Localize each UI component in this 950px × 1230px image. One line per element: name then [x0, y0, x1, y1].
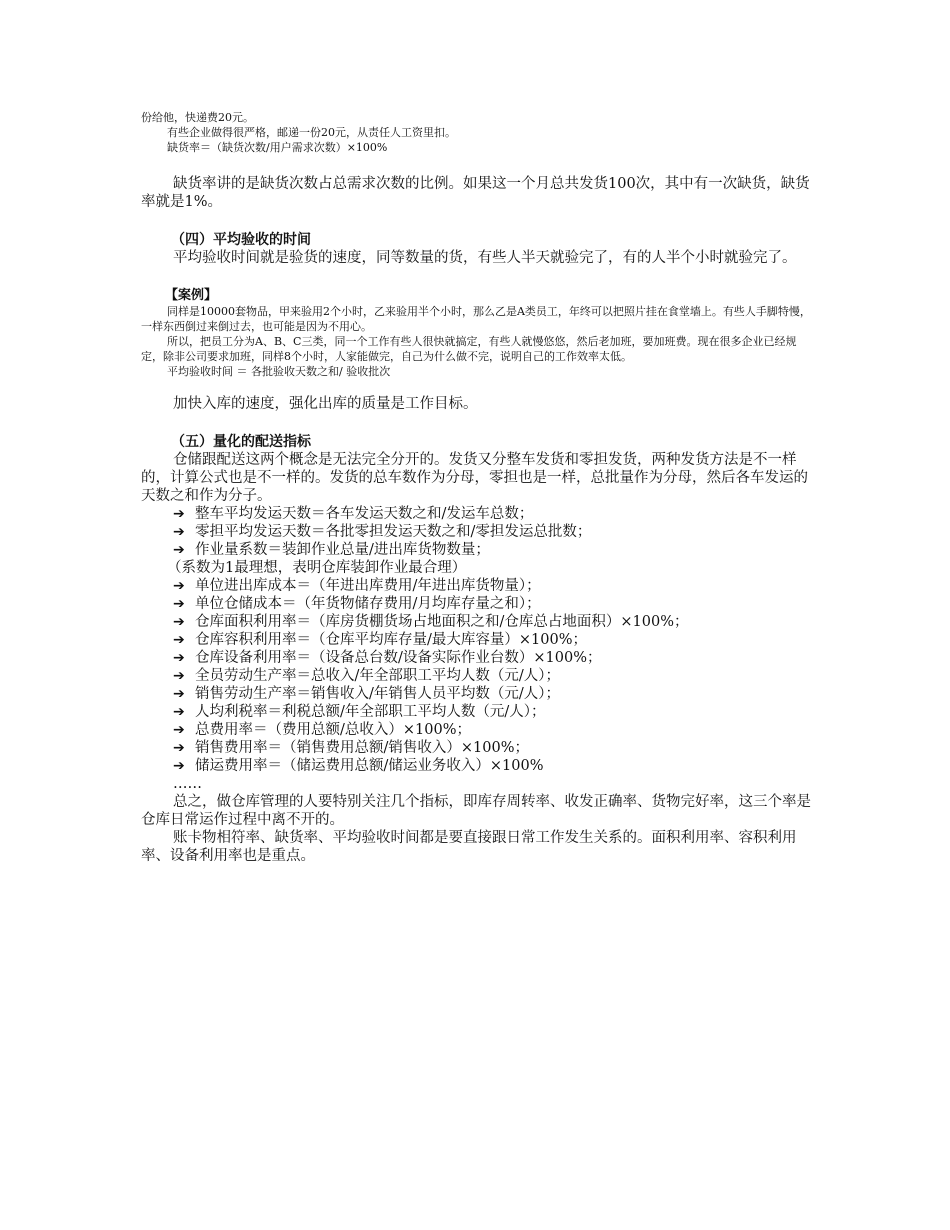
shortage-rate-explanation: 缺货率讲的是缺货次数占总需求次数的比例。如果这一个月总共发货100次，其中有一次缺货，缺货率就是1%。 [141, 176, 810, 210]
list-item: ➔ 单位仓储成本＝（年货物储存费用/月均库存量之和）； [173, 596, 541, 612]
shortage-rate-formula: 缺货率＝（缺货次数/用户需求次数）×100% [167, 141, 388, 154]
list-item: ➔ 作业量系数＝装卸作业总量/进出库货物数量； [173, 542, 490, 558]
indicator-list-b [141, 577, 813, 775]
summary-paragraph-1: 总之，做仓库管理的人要特别关注几个指标，即库存周转率、收发正确率、货物完好率，这三个率是仓库日常运作过程中离不开的。 [141, 794, 811, 828]
arrow-right-icon: ➔ [173, 686, 185, 702]
indicator-list-a [141, 505, 813, 559]
document-page [141, 110, 813, 865]
list-item: ➔ 销售费用率＝（销售费用总额/销售收入）×100%； [173, 740, 529, 756]
summary-paragraph-2: 账卡物相符率、缺货率、平均验收时间都是要直接跟日常工作发生关系的。面积利用率、容积利用率、设备利用率也是重点。 [141, 830, 797, 864]
arrow-right-icon: ➔ [173, 506, 185, 522]
list-item: ➔ 整车平均发运天数＝各车发运天数之和/发运车总数； [173, 506, 534, 522]
arrow-right-icon: ➔ [173, 722, 185, 738]
arrow-right-icon: ➔ [173, 668, 185, 684]
top-continuation-line: 份给他，快递费20元。 [141, 111, 254, 124]
arrow-right-icon: ➔ [173, 614, 185, 630]
list-item: ➔ 单位进出库成本＝（年进出库费用/年进出库货物量）； [173, 578, 541, 594]
list-item: ➔ 零担平均发运天数＝各批零担发运天数之和/零担发运总批数； [173, 524, 592, 540]
arrow-right-icon: ➔ [173, 758, 185, 774]
list-item: ➔ 总费用率＝（费用总额/总收入）×100%； [173, 722, 471, 738]
arrow-right-icon: ➔ [173, 740, 185, 756]
list-item: ➔ 储运费用率＝（储运费用总额/储运业务收入）×100% [173, 758, 544, 774]
strict-enterprise-note: 有些企业做得很严格，邮递一份20元，从责任人工资里扣。 [167, 126, 456, 139]
arrow-right-icon: ➔ [173, 578, 185, 594]
case-paragraph-2: 所以，把员工分为A、B、C三类，同一个工作有些人很快就搞定，有些人就慢悠悠，然后老加班，要加班费。现在很多企业已经规定，除非公司要求加班，同样8个小时，人家能做完，自己为什么做不完，说明自己的工作效率太低。 [141, 335, 797, 363]
list-item: ➔ 人均利税率＝利税总额/年全部职工平均人数（元/人）； [173, 704, 546, 720]
case-title: 【案例】 [165, 288, 218, 303]
arrow-right-icon: ➔ [173, 632, 185, 648]
coefficient-note: （系数为1最理想，表明仓库装卸作业最合理） [167, 560, 467, 576]
arrow-right-icon: ➔ [173, 650, 185, 666]
case-paragraph-1: 同样是10000套物品，甲来验用2个小时，乙来验用半个小时，那么乙是A类员工，年终可以把照片挂在食堂墙上。有些人手脚特慢，一样东西倒过来倒过去，也可能是因为不用心。 [141, 305, 811, 333]
list-item: ➔ 仓库设备利用率＝（设备总台数/设备实际作业台数）×100%； [173, 650, 602, 666]
arrow-right-icon: ➔ [173, 542, 185, 558]
section-4-title: （四）平均验收的时间 [171, 232, 311, 248]
list-item: ➔ 销售劳动生产率＝销售收入/年销售人员平均数（元/人）； [173, 686, 561, 702]
avg-inspection-formula: 平均验收时间 ＝ 各批验收天数之和/ 验收批次 [167, 365, 391, 378]
work-goal: 加快入库的速度，强化出库的质量是工作目标。 [173, 396, 478, 412]
section-4-intro: 平均验收时间就是验货的速度，同等数量的货，有些人半天就验完了，有的人半个小时就验完了。 [173, 250, 797, 266]
list-ellipsis: …… [173, 776, 202, 792]
section-5-intro: 仓储跟配送这两个概念是无法完全分开的。发货又分整车发货和零担发货，两种发货方法是不一样的，计算公式也是不一样的。发货的总车数作为分母，零担也是一样，总批量作为分母，然后各车发运的天数之和作为分子。 [141, 452, 808, 504]
arrow-right-icon: ➔ [173, 596, 185, 612]
arrow-right-icon: ➔ [173, 524, 185, 540]
list-item: ➔ 仓库面积利用率＝（库房货棚货场占地面积之和/仓库总占地面积）×100%； [173, 614, 689, 630]
list-item: ➔ 全员劳动生产率＝总收入/年全部职工平均人数（元/人）； [173, 668, 561, 684]
arrow-right-icon: ➔ [173, 704, 185, 720]
section-5-title: （五）量化的配送指标 [171, 434, 311, 450]
list-item: ➔ 仓库容积利用率＝（仓库平均库存量/最大库容量）×100%； [173, 632, 587, 648]
